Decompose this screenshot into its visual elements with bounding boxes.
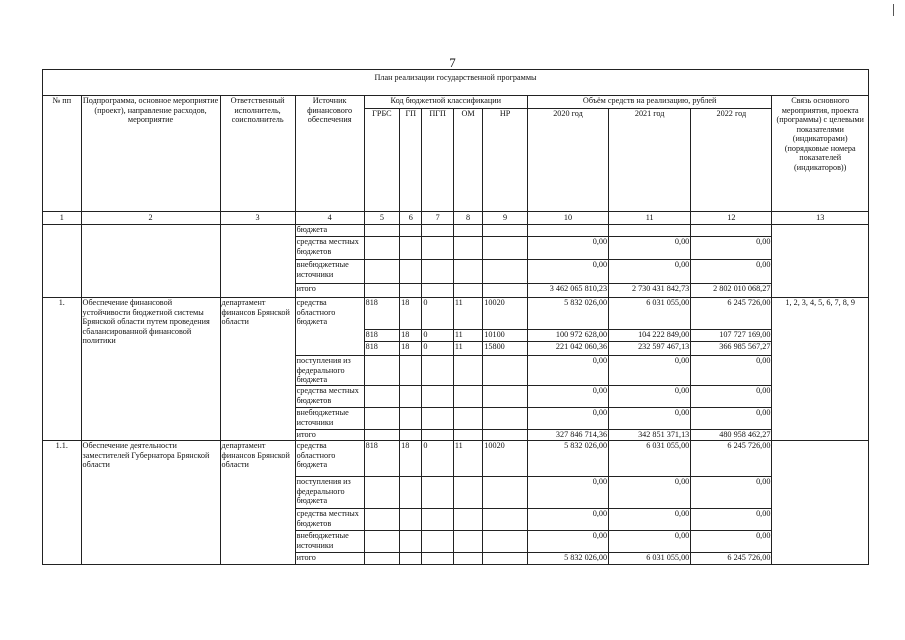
source-cell: бюджета bbox=[295, 225, 364, 237]
amount-2021: 342 851 371,13 bbox=[609, 430, 691, 441]
om-cell bbox=[453, 408, 482, 430]
column-number: 11 bbox=[609, 212, 691, 225]
pgp-cell bbox=[422, 408, 453, 430]
source-cell: внебюджетные источники bbox=[295, 531, 364, 553]
amount-2021: 232 597 467,13 bbox=[609, 342, 691, 356]
nr-cell bbox=[483, 477, 528, 509]
header-nr: НР bbox=[483, 109, 528, 212]
header-gp: ГП bbox=[400, 109, 422, 212]
pgp-cell bbox=[422, 356, 453, 386]
nr-cell bbox=[483, 386, 528, 408]
code-cell-nr bbox=[483, 237, 528, 260]
amount-2020: 0,00 bbox=[527, 408, 608, 430]
amount-2021: 104 222 849,00 bbox=[609, 330, 691, 342]
nr-cell: 15800 bbox=[483, 342, 528, 356]
nr-cell bbox=[483, 509, 528, 531]
grbs-cell bbox=[364, 356, 400, 386]
code-cell-nr bbox=[483, 260, 528, 284]
column-number: 6 bbox=[400, 212, 422, 225]
gp-cell bbox=[400, 356, 422, 386]
source-cell: внебюджетные источники bbox=[295, 408, 364, 430]
header-2020: 2020 год bbox=[527, 109, 608, 212]
column-number: 1 bbox=[43, 212, 82, 225]
amount-2020: 221 042 060,36 bbox=[527, 342, 608, 356]
gp-cell: 18 bbox=[400, 342, 422, 356]
table-row bbox=[43, 441, 869, 477]
amount-2022: 0,00 bbox=[691, 386, 772, 408]
amount-2022: 0,00 bbox=[691, 356, 772, 386]
om-cell bbox=[453, 509, 482, 531]
amount-2021: 6 031 055,00 bbox=[609, 441, 691, 477]
om-cell bbox=[453, 356, 482, 386]
amount-2021: 0,00 bbox=[609, 477, 691, 509]
gp-cell bbox=[400, 408, 422, 430]
om-cell bbox=[453, 386, 482, 408]
header-responsible: Ответственный исполнитель, соисполнитель bbox=[220, 96, 295, 212]
code-cell-nr bbox=[483, 284, 528, 298]
column-number: 5 bbox=[364, 212, 400, 225]
header-om: ОМ bbox=[453, 109, 482, 212]
amount-2022: 480 958 462,27 bbox=[691, 430, 772, 441]
amount-2022: 0,00 bbox=[691, 531, 772, 553]
grbs-cell: 818 bbox=[364, 330, 400, 342]
amount-2020 bbox=[527, 225, 608, 237]
amount-2020: 5 832 026,00 bbox=[527, 441, 608, 477]
code-cell-grbs bbox=[364, 225, 400, 237]
program-plan-table bbox=[42, 69, 869, 565]
nr-cell bbox=[483, 356, 528, 386]
column-number: 4 bbox=[295, 212, 364, 225]
gp-cell: 18 bbox=[400, 441, 422, 477]
om-cell bbox=[453, 430, 482, 441]
amount-2022: 2 802 010 068,27 bbox=[691, 284, 772, 298]
amount-2022: 107 727 169,00 bbox=[691, 330, 772, 342]
item-name: Обеспечение финансовой устойчивости бюджетной системы Брянской области путем проведения сбалансированной финансовой политики bbox=[81, 298, 220, 441]
om-cell: 11 bbox=[453, 342, 482, 356]
grbs-cell: 818 bbox=[364, 441, 400, 477]
gp-cell bbox=[400, 386, 422, 408]
code-cell-om bbox=[453, 260, 482, 284]
code-cell-gp bbox=[400, 284, 422, 298]
amount-2021: 0,00 bbox=[609, 509, 691, 531]
gp-cell: 18 bbox=[400, 330, 422, 342]
om-cell: 11 bbox=[453, 330, 482, 342]
source-cell: средства местных бюджетов bbox=[295, 509, 364, 531]
code-cell-grbs bbox=[364, 260, 400, 284]
amount-2022: 366 985 567,27 bbox=[691, 342, 772, 356]
item-responsible: департамент финансов Брянской области bbox=[220, 441, 295, 565]
link-cell bbox=[772, 441, 869, 565]
amount-2021 bbox=[609, 225, 691, 237]
nr-cell: 10020 bbox=[483, 298, 528, 330]
amount-2022: 0,00 bbox=[691, 260, 772, 284]
link-cell bbox=[772, 225, 869, 298]
amount-2021: 0,00 bbox=[609, 386, 691, 408]
source-cell: итого bbox=[295, 284, 364, 298]
code-cell-pgp bbox=[422, 237, 453, 260]
header-source: Источник финансового обеспечения bbox=[295, 96, 364, 212]
header-pgp: ПГП bbox=[422, 109, 453, 212]
column-number: 8 bbox=[453, 212, 482, 225]
header-volume: Объём средств на реализацию, рублей bbox=[527, 96, 771, 109]
source-cell: средства областного бюджета bbox=[295, 441, 364, 477]
header-no: № пп bbox=[43, 96, 82, 212]
amount-2022 bbox=[691, 225, 772, 237]
column-number: 9 bbox=[483, 212, 528, 225]
amount-2022: 0,00 bbox=[691, 408, 772, 430]
grbs-cell: 818 bbox=[364, 298, 400, 330]
pgp-cell: 0 bbox=[422, 342, 453, 356]
nr-cell: 10020 bbox=[483, 441, 528, 477]
header-subprogram: Подпрограмма, основное мероприятие (проект), направление расходов, мероприятие bbox=[81, 96, 220, 212]
code-cell-gp bbox=[400, 260, 422, 284]
amount-2021: 2 730 431 842,73 bbox=[609, 284, 691, 298]
pgp-cell bbox=[422, 477, 453, 509]
amount-2022: 0,00 bbox=[691, 509, 772, 531]
amount-2020: 0,00 bbox=[527, 531, 608, 553]
om-cell bbox=[453, 553, 482, 565]
code-cell-grbs bbox=[364, 284, 400, 298]
page-number: 7 bbox=[449, 55, 456, 70]
grbs-cell bbox=[364, 408, 400, 430]
item-number: 1. bbox=[43, 298, 82, 441]
amount-2020: 0,00 bbox=[527, 477, 608, 509]
amount-2020: 327 846 714,36 bbox=[527, 430, 608, 441]
om-cell bbox=[453, 477, 482, 509]
nr-cell bbox=[483, 408, 528, 430]
grbs-cell: 818 bbox=[364, 342, 400, 356]
amount-2022: 0,00 bbox=[691, 477, 772, 509]
pgp-cell: 0 bbox=[422, 330, 453, 342]
code-cell-om bbox=[453, 284, 482, 298]
amount-2021: 0,00 bbox=[609, 531, 691, 553]
amount-2022: 6 245 726,00 bbox=[691, 441, 772, 477]
link-cell: 1, 2, 3, 4, 5, 6, 7, 8, 9 bbox=[772, 298, 869, 441]
amount-2020: 100 972 628,00 bbox=[527, 330, 608, 342]
grbs-cell bbox=[364, 553, 400, 565]
pgp-cell bbox=[422, 531, 453, 553]
amount-2021: 6 031 055,00 bbox=[609, 553, 691, 565]
code-cell-nr bbox=[483, 225, 528, 237]
source-cell: поступления из федерального бюджета bbox=[295, 356, 364, 386]
table-title: План реализации государственной программы bbox=[43, 70, 869, 96]
source-cell: итого bbox=[295, 553, 364, 565]
om-cell bbox=[453, 531, 482, 553]
source-cell: средства местных бюджетов bbox=[295, 386, 364, 408]
page-edge-mark bbox=[893, 4, 894, 16]
amount-2022: 0,00 bbox=[691, 237, 772, 260]
pgp-cell bbox=[422, 386, 453, 408]
item-number: 1.1. bbox=[43, 441, 82, 565]
item-responsible: департамент финансов Брянской области bbox=[220, 298, 295, 441]
amount-2020: 5 832 026,00 bbox=[527, 553, 608, 565]
table-row bbox=[43, 225, 869, 237]
amount-2022: 6 245 726,00 bbox=[691, 553, 772, 565]
column-number: 7 bbox=[422, 212, 453, 225]
header-2022: 2022 год bbox=[691, 109, 772, 212]
source-cell: внебюджетные источники bbox=[295, 260, 364, 284]
no-cell bbox=[43, 225, 82, 298]
code-cell-om bbox=[453, 225, 482, 237]
amount-2020: 3 462 065 810,23 bbox=[527, 284, 608, 298]
source-cell: поступления из федерального бюджета bbox=[295, 477, 364, 509]
column-number: 13 bbox=[772, 212, 869, 225]
pgp-cell bbox=[422, 553, 453, 565]
pgp-cell bbox=[422, 430, 453, 441]
pgp-cell: 0 bbox=[422, 441, 453, 477]
nr-cell bbox=[483, 430, 528, 441]
column-number: 10 bbox=[527, 212, 608, 225]
source-cell: итого bbox=[295, 430, 364, 441]
om-cell: 11 bbox=[453, 298, 482, 330]
nr-cell: 10100 bbox=[483, 330, 528, 342]
amount-2020: 0,00 bbox=[527, 260, 608, 284]
pgp-cell bbox=[422, 509, 453, 531]
gp-cell bbox=[400, 430, 422, 441]
header-link: Связь основного мероприятия, проекта (программы) с целевыми показателями (индикаторами) (порядковые номера показателей (индикаторов)) bbox=[772, 96, 869, 212]
amount-2021: 0,00 bbox=[609, 356, 691, 386]
amount-2021: 0,00 bbox=[609, 237, 691, 260]
gp-cell bbox=[400, 509, 422, 531]
grbs-cell bbox=[364, 531, 400, 553]
code-cell-pgp bbox=[422, 260, 453, 284]
code-cell-gp bbox=[400, 237, 422, 260]
responsible-cell bbox=[220, 225, 295, 298]
amount-2020: 0,00 bbox=[527, 237, 608, 260]
amount-2021: 0,00 bbox=[609, 260, 691, 284]
nr-cell bbox=[483, 553, 528, 565]
column-number: 2 bbox=[81, 212, 220, 225]
code-cell-pgp bbox=[422, 225, 453, 237]
code-cell-gp bbox=[400, 225, 422, 237]
amount-2021: 6 031 055,00 bbox=[609, 298, 691, 330]
header-budget-code: Код бюджетной классификации bbox=[364, 96, 527, 109]
code-cell-pgp bbox=[422, 284, 453, 298]
nr-cell bbox=[483, 531, 528, 553]
column-number: 12 bbox=[691, 212, 772, 225]
amount-2020: 5 832 026,00 bbox=[527, 298, 608, 330]
gp-cell bbox=[400, 531, 422, 553]
code-cell-om bbox=[453, 237, 482, 260]
source-cell: средства местных бюджетов bbox=[295, 237, 364, 260]
amount-2020: 0,00 bbox=[527, 509, 608, 531]
table-row bbox=[43, 298, 869, 330]
amount-2020: 0,00 bbox=[527, 386, 608, 408]
grbs-cell bbox=[364, 509, 400, 531]
pgp-cell: 0 bbox=[422, 298, 453, 330]
column-number: 3 bbox=[220, 212, 295, 225]
source-cell: средства областного бюджета bbox=[295, 298, 364, 356]
gp-cell bbox=[400, 477, 422, 509]
amount-2022: 6 245 726,00 bbox=[691, 298, 772, 330]
om-cell: 11 bbox=[453, 441, 482, 477]
gp-cell bbox=[400, 553, 422, 565]
header-2021: 2021 год bbox=[609, 109, 691, 212]
subprogram-cell bbox=[81, 225, 220, 298]
grbs-cell bbox=[364, 477, 400, 509]
gp-cell: 18 bbox=[400, 298, 422, 330]
header-grbs: ГРБС bbox=[364, 109, 400, 212]
code-cell-grbs bbox=[364, 237, 400, 260]
item-name: Обеспечение деятельности заместителей Губернатора Брянской области bbox=[81, 441, 220, 565]
grbs-cell bbox=[364, 430, 400, 441]
amount-2021: 0,00 bbox=[609, 408, 691, 430]
grbs-cell bbox=[364, 386, 400, 408]
amount-2020: 0,00 bbox=[527, 356, 608, 386]
